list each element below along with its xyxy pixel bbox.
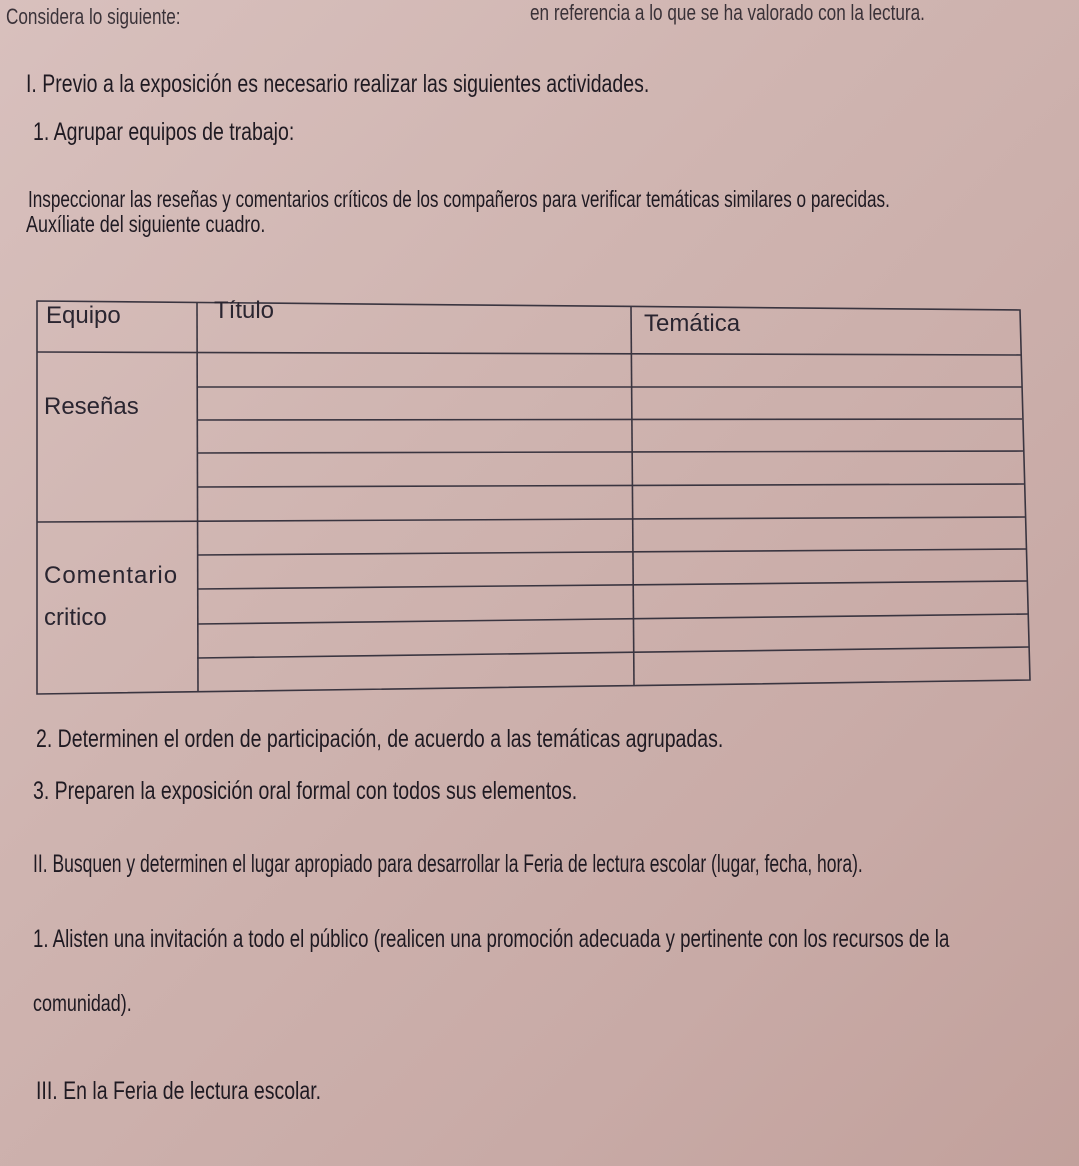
section-2-item-1-line-2: comunidad). [33, 990, 132, 1016]
table-header-titulo: Título [214, 297, 275, 324]
instruction-line-2: Auxíliate del siguiente cuadro. [26, 211, 266, 237]
header-left-text: Considera lo siguiente: [6, 4, 181, 29]
instruction-line-1: Inspeccionar las reseñas y comentarios críticos de los compañeros para verificar temáticas similares o parecidas. [28, 186, 890, 212]
table-row-label-critico: critico [44, 604, 107, 631]
table-row-label-resenas: Reseñas [44, 393, 139, 420]
section-1-heading: I. Previo a la exposición es necesario realizar las siguientes actividades. [26, 70, 650, 98]
table-header-bottom [37, 352, 1021, 355]
table-header-tematica: Temática [644, 310, 741, 337]
item-3-text: 3. Preparen la exposición oral formal con todos sus elementos. [33, 777, 578, 805]
item-2-text: 2. Determinen el orden de participación, de acuerdo a las temáticas agrupadas. [36, 725, 724, 753]
table-header-equipo: Equipo [46, 302, 121, 329]
header-right-text: en referencia a lo que se ha valorado con la lectura. [530, 0, 925, 25]
section-3-heading: III. En la Feria de lectura escolar. [36, 1077, 322, 1105]
table-divider-col-2 [631, 307, 634, 686]
section-2-item-1-line-1: 1. Alisten una invitación a todo el público (realicen una promoción adecuada y pertinente con los recursos de la [33, 925, 950, 953]
table-outer-border [37, 301, 1030, 694]
section-2-heading: II. Busquen y determinen el lugar apropiado para desarrollar la Feria de lectura escolar (lugar, fecha, hora). [33, 850, 863, 878]
table-row-label-comentario: Comentario [44, 562, 179, 589]
table-section-divider [37, 517, 1026, 522]
table-divider-col-1 [197, 302, 198, 692]
item-1-heading: 1. Agrupar equipos de trabajo: [33, 118, 295, 146]
